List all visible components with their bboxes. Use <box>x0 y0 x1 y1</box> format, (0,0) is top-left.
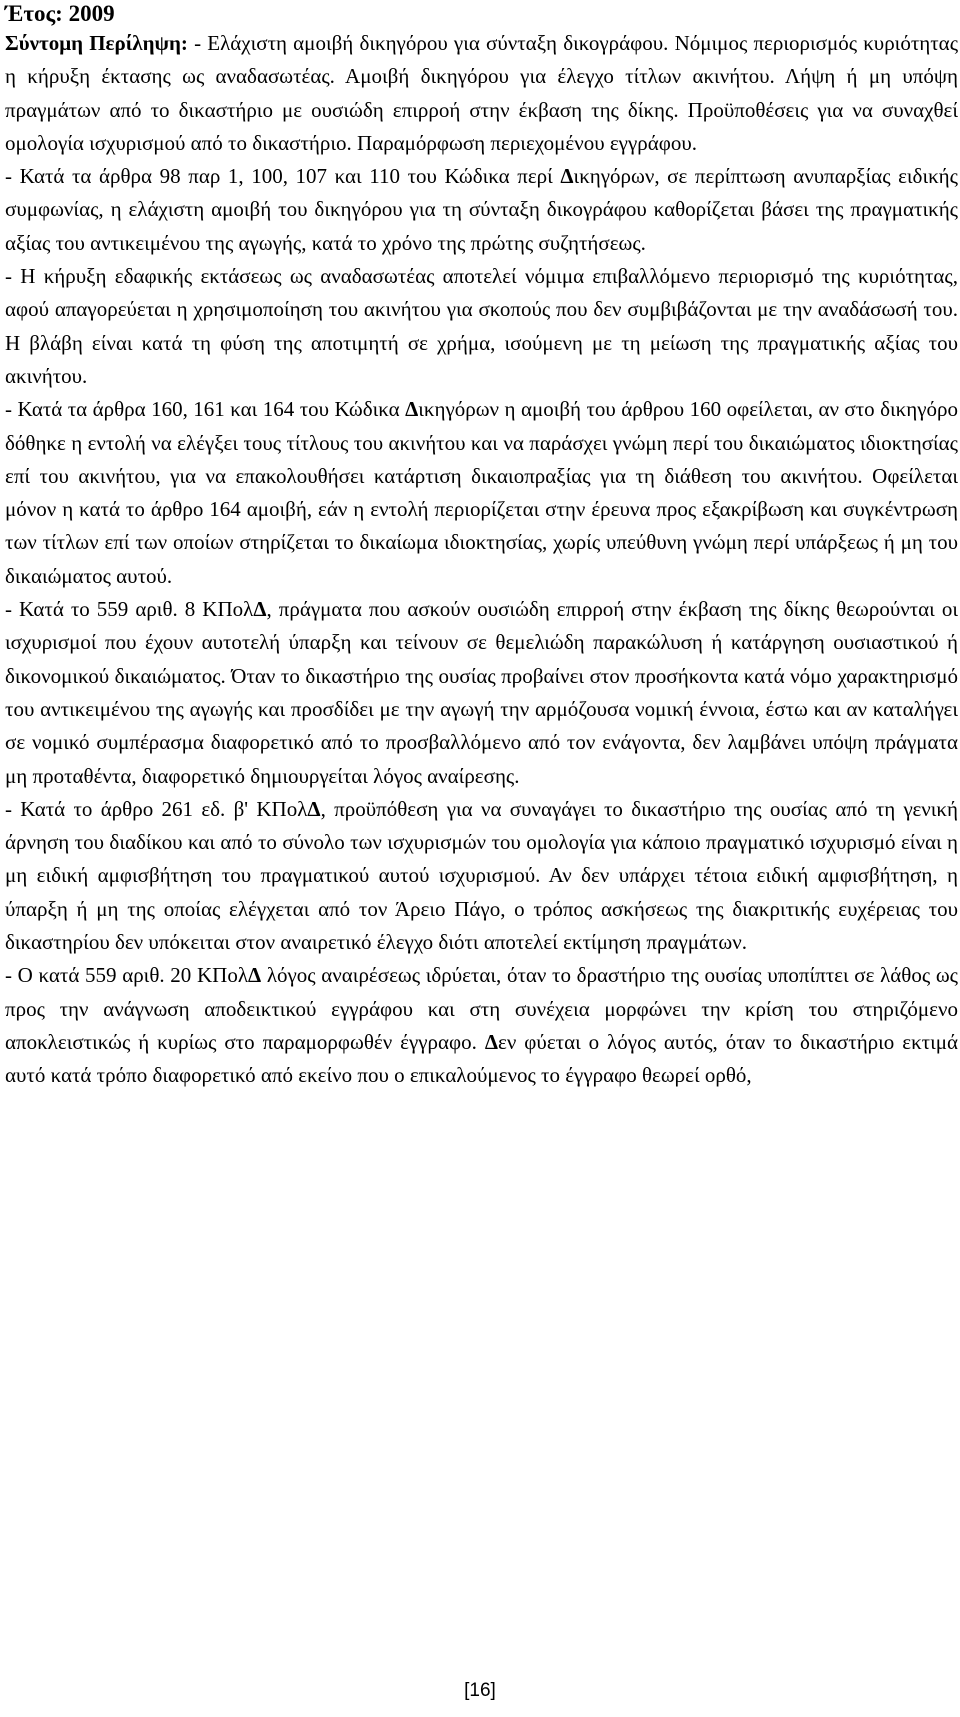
document-page <box>5 0 958 1093</box>
paragraph-3-text-b: ικηγόρων η αμοιβή του άρθρου 160 οφείλεται, αν στο δικηγόρο δόθηκε η εντολή να ελέγξει τους τίτλους του ακινήτου και να παράσχει γνώμη περί του δικαιώματος ιδιοκτησίας επί του ακινήτου, για να επακολουθήσει κατάρτιση δικαιοπραξίας για τη διάθεση του ακινήτου. Οφείλεται μόνον η κατά το άρθρο 164 αμοιβή, εάν η εντολή περιορίζεται στην έρευνα προς εξακρίβωση και συγκέντρωση των τίτλων επί των οποίων στηρίζεται το δικαίωμα ιδιοκτησίας, χωρίς υπεύθυνη γνώμη περί υπάρξεως ή μη του δικαιώματος αυτού. <box>5 397 958 588</box>
paragraph-5-text-a: - Κατά το άρθρο 261 εδ. β' ΚΠολ <box>5 796 308 821</box>
paragraph-6-text-a: - Ο κατά 559 αριθ. 20 ΚΠολ <box>5 963 248 988</box>
paragraph-1 <box>5 160 958 260</box>
paragraph-4 <box>5 593 958 793</box>
summary-label: Σύντομη Περίληψη: <box>5 31 188 55</box>
paragraph-3-text-a: - Κατά τα άρθρα 160, 161 και 164 του Κώδικα <box>5 397 406 422</box>
paragraph-6-bold-b: Δ <box>484 1029 499 1054</box>
paragraph-1-text-b: ικηγόρων, σε περίπτωση ανυπαρξίας ειδικής συμφωνίας, η ελάχιστη αμοιβή του δικηγόρου για τη σύνταξη δικογράφου καθορίζεται βάσει της πραγματικής αξίας του αντικειμένου της αγωγής, κατά το χρόνο της πρώτης συζητήσεως. <box>5 164 958 255</box>
year-heading: Έτος: 2009 <box>5 1 115 26</box>
paragraph-5-text-b: , προϋπόθεση για να συναγάγει το δικαστήριο της ουσίας από τη γενική άρνηση του διαδίκου και από το σύνολο των ισχυρισμών του ομολογία για κάποιο πραγματικό ισχυρισμό είναι η μη ειδική αμφισβήτηση του πραγματικού αυτού ισχυρισμού. Αν δεν υπάρχει τέτοια ειδική αμφισβήτηση, η ύπαρξη ή μη της οποίας ελέγχεται από τον Άρειο Πάγο, ο τρόπος ασκήσεως της διακριτικής ευχέρειας του δικαστηρίου δεν υπόκειται στον αναιρετικό έλεγχο διότι αποτελεί εκτίμηση πραγμάτων. <box>5 796 959 955</box>
paragraph-5-bold: Δ <box>307 796 321 821</box>
paragraph-2-text: - Η κήρυξη εδαφικής εκτάσεως ως αναδασωτέας αποτελεί νόμιμα επιβαλλόμενο περιορισμό της κυριότητας, αφού απαγορεύεται η χρησιμοποίηση του ακινήτου για σκοπούς που δεν συμβιβάζονται με την αναδάσωσή του. Η βλάβη είναι κατά τη φύση της αποτιμητή σε χρήμα, ισούμενη με τη μείωση της πραγματικής αξίας του ακινήτου. <box>5 264 958 388</box>
paragraph-6 <box>5 959 958 1092</box>
paragraph-6-bold-a: Δ <box>248 963 262 988</box>
paragraph-6-text-b: λόγος αναιρέσεως ιδρύεται, όταν το δραστήριο της ουσίας υποπίπτει σε λάθος ως προς την ανάγνωση αποδεικτικού εγγράφου και στη συνέχεια μορφώνει την κρίση του στηριζόμενο αποκλειστικώς ή κυρίως στο παραμορφωθέν έγγραφο. <box>5 963 958 1054</box>
summary-text: - Ελάχιστη αμοιβή δικηγόρου για σύνταξη δικογράφου. Νόμιμος περιορισμός κυριότητας η κήρυξη έκτασης ως αναδασωτέας. Αμοιβή δικηγόρου για έλεγχο τίτλων ακινήτου. Λήψη ή μη υπόψη πραγμάτων από το δικαστήριο με ουσιώδη επιρροή στην έκβαση της δίκης. Προϋποθέσεις για να συναχθεί ομολογία ισχυρισμού από το δικαστήριο. Παραμόρφωση περιεχομένου εγγράφου. <box>5 31 959 155</box>
page-number: [16] <box>464 1680 496 1701</box>
summary-paragraph <box>5 27 958 160</box>
paragraph-4-text-a: - Κατά το 559 αριθ. 8 ΚΠολ <box>5 597 254 622</box>
paragraph-4-text-b: , πράγματα που ασκούν ουσιώδη επιρροή στην έκβαση της δίκης θεωρούνται οι ισχυρισμοί που έχουν αυτοτελή ύπαρξη και τείνουν σε θεμελιώδη παρακώλυση ή κατάργηση ουσιαστικού ή δικονομικού δικαιώματος. Όταν το δικαστήριο της ουσίας προβαίνει στον προσήκοντα κατά νόμο χαρακτηρισμό του αντικειμένου της αγωγής και προσδίδει με την αγωγή την αρμόζουσα νομική έννοια, έστω και αν καταλήγει σε νομικό συμπέρασμα διαφορετικό από το προσβαλλόμενο από τον ενάγοντα, δεν λαμβάνει υπόψη πράγματα μη προταθέντα, διαφορετικό δημιουργείται λόγος αναίρεσης. <box>5 597 958 788</box>
paragraph-5 <box>5 793 958 959</box>
paragraph-1-bold: Δ <box>560 164 574 189</box>
paragraph-3-bold: Δ <box>405 397 419 422</box>
paragraph-1-text-a: - Κατά τα άρθρα 98 παρ 1, 100, 107 και 110 του Κώδικα περί <box>5 164 561 189</box>
paragraph-6-text-c: εν φύεται ο λόγος αυτός, όταν το δικαστήριο εκτιμά αυτό κατά τρόπο διαφορετικό από εκείνο που ο επικαλούμενος το έγγραφο θεωρεί ορθό, <box>5 1029 959 1088</box>
paragraph-2 <box>5 260 958 393</box>
paragraph-3 <box>5 393 958 593</box>
paragraph-4-bold: Δ <box>253 597 267 622</box>
